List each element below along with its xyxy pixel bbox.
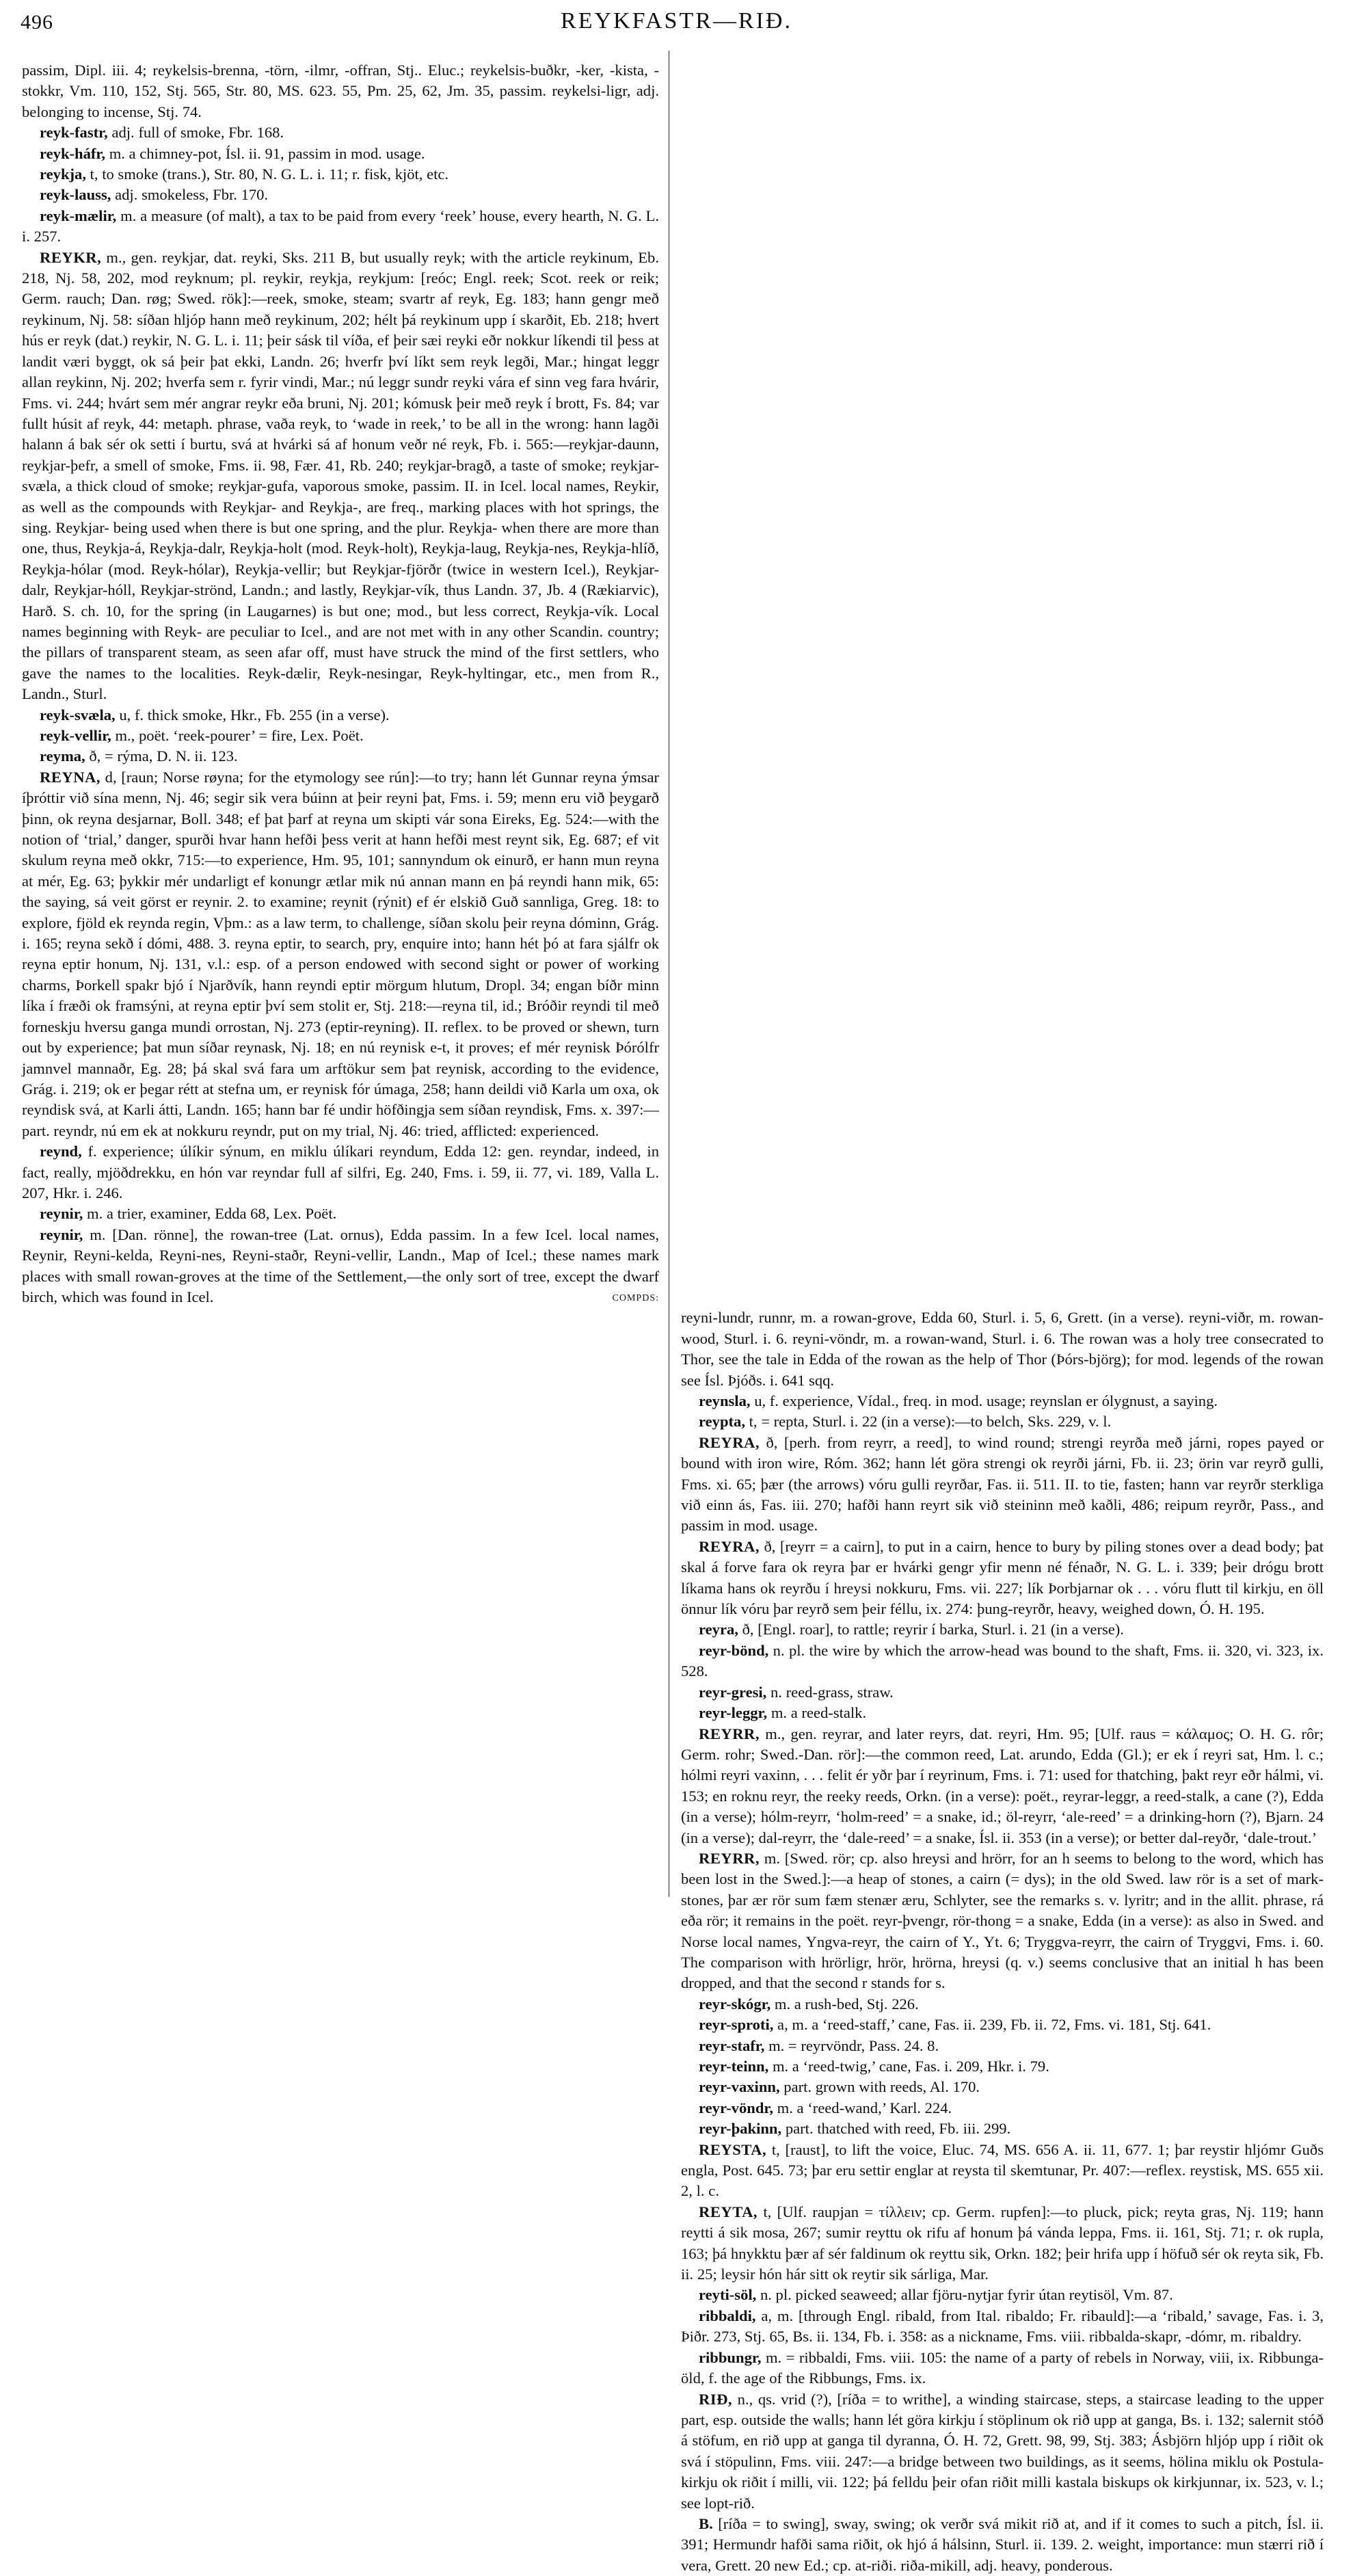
compounds-label: COMPDS: <box>612 1292 659 1303</box>
dictionary-entry <box>22 248 659 705</box>
entry-definition: ð, = rýma, D. N. ii. 123. <box>89 747 238 765</box>
dictionary-entry <box>22 60 659 122</box>
entry-definition: n. reed-grass, straw. <box>770 1683 894 1701</box>
dictionary-entry <box>22 1225 659 1308</box>
dictionary-entry <box>681 2285 1324 2305</box>
dictionary-entry <box>22 164 659 185</box>
dictionary-entry <box>22 185 659 205</box>
entry-headword: reyk-mælir, <box>40 207 117 224</box>
entry-headword: REYSTA, <box>699 2140 767 2158</box>
entry-definition: a, m. a ‘reed-staff,’ cane, Fas. ii. 239, Fb. ii. 72, Fms. vi. 181, Stj. 641. <box>777 2016 1211 2034</box>
dictionary-entry <box>681 1848 1324 1994</box>
entry-definition: m. a rush-bed, Stj. 226. <box>774 1995 919 2013</box>
dictionary-entry <box>22 1141 659 1204</box>
entry-headword: reyr-stafr, <box>699 2036 765 2054</box>
entry-definition: u, f. thick smoke, Hkr., Fb. 255 (in a verse). <box>119 706 390 723</box>
dictionary-entry <box>681 2056 1324 2077</box>
entry-headword: reyk-fastr, <box>40 124 108 142</box>
page-number: 496 <box>21 11 53 34</box>
dictionary-entry <box>681 1391 1324 1411</box>
dictionary-entry <box>22 122 659 143</box>
dictionary-entry <box>681 1724 1324 1848</box>
entry-headword: reyr-teinn, <box>699 2058 769 2075</box>
dictionary-entry <box>681 2036 1324 2056</box>
entry-definition: m., gen. reykjar, dat. reyki, Sks. 211 B, but usually reyk; with the article reykinum, Eb. 218, Nj. 58, 202, mod reyknum; pl. reykir, reykja, reykjum: [reóc; Engl. reek; Scot. reek or reik; Germ. rauch; Dan. røg; Swed. rök]:—reek, smoke, steam; svartr af reyk, Eg. 183; hann gengr með reykinum, Nj. 58: síðan hljóp hann með reykinum, 202; hélt þá reykinum upp í skarðit, Eb. 218; hvert hús er reyk (dat.) reykir, N. G. L. i. 11; þeir sásk til víða, ef þeir sæi reyki eðr nokkur líkendi til þess at landit væri byggt, ok sá þeir þat ekki, Landn. 26; hverfr því líkt sem reyk legði, Mar.; hingat leggr allan reykinn, Nj. 202; hverfa sem r. fyrir vindi, Mar.; nú leggr sundr reyki vára ef sinn veg fara hvárir, Fms. vi. 244; hvárt sem mér angrar reykr eða bruni, Nj. 201; kómusk þeir með reyk í brott, Fs. 84; var fullt húsit af reyk, 44: metaph. phrase, vaða reyk, to ‘wade in reek,’ to be all in the wrong: hann lagði halann á bak sér ok setti í burtu, svá at hvárki sá af honum veðr né reyk, Fb. i. 565:—reykjar-daunn, reykjar-þefr, a smell of smoke, Fms. ii. 98, Fær. 41, Rb. 240; reykjar-bragð, a taste of smoke; reykjar-svæla, a thick cloud of smoke; reykjar-gufa, vaporous smoke, passim. II. in Icel. local names, Reykir, as well as the compounds with Reykjar- and Reykja-, are freq., marking places with hot springs, the sing. Reykjar- being used when there is but one spring, and the plur. Reykja- when there are more than one, thus, Reykja-á, Reykja-dalr, Reykja-holt (mod. Reyk-holt), Reykja-laug, Reykja-nes, Reykja-hlíð, Reykja-hólar (mod. Reyk-hólar), Reykja-vellir; but Reykjar-fjörðr (twice in western Icel.), Reykjar-dalr, Reykjar-hóll, Reykjar-strönd, Landn.; and lastly, Reykjar-vík, thus Landn. 37, Jb. 4 (Rækiarvic), Harð. S. ch. 10, for the spring (in Laugarnes) is but one; mod., but less correct, Reykja-vík. Local names beginning with Reyk- are peculiar to Icel., and are not met with in any other Scandin. country; the pillars of transparent steam, as seen afar off, must have struck the mind of the first settlers, who gave the names to the localities. Reyk-dælir, Reyk-nesingar, Reyk-hyltingar, etc., men from R., Landn., Sturl. <box>22 248 659 703</box>
right-column <box>681 1307 1324 2576</box>
entry-definition: f. experience; úlíkir sýnum, en miklu úlíkari reyndum, Edda 12: gen. reyndar, indeed, in fact, really, mjöðdrekku, en hón var reyndar full af silfri, Eg. 240, Fms. i. 59, ii. 77, vi. 189, Valla L. 207, Hkr. i. 246. <box>22 1143 659 1201</box>
entry-headword: reyr-þakinn, <box>699 2120 782 2138</box>
dictionary-entry <box>22 1204 659 1224</box>
entry-headword: reynd, <box>40 1143 82 1160</box>
entry-headword: reyr-vaxinn, <box>699 2078 780 2096</box>
entry-headword: REYKR, <box>40 248 102 266</box>
dictionary-entry <box>22 767 659 1141</box>
entry-definition: m. = ribbaldi, Fms. viii. 105: the name of a party of rebels in Norway, viii, ix. Ribbunga-öld, f. the age of the Ribbungs, Fms. ix. <box>681 2348 1324 2387</box>
entry-headword: reyr-vöndr, <box>699 2099 773 2116</box>
dictionary-entry <box>681 1641 1324 1682</box>
entry-definition: m., gen. reyrar, and later reyrs, dat. reyri, Hm. 95; [Ulf. raus = κάλαμος; O. H. G. rôr; Germ. rohr; Swed.-Dan. rör]:—the common reed, Lat. arundo, Edda (Gl.); er ek í reyri sat, Hm. l. c.; hólmi reyri vaxinn, . . . felit ér yðr þar í reyrinum, Fms. i. 71: used for thatching, þakt reyr eðr hálmi, vi. 153; en roknu reyr, the reeky reeds, Orkn. (in a verse): poët., reyrar-leggr, a reed-stalk, a cane (?), Edda (in a verse); hólm-reyrr, ‘holm-reed’ = a snake, id.; öl-reyrr, ‘ale-reed’ = a drinking-horn (?), Bjarn. 24 (in a verse); dal-reyrr, the ‘dale-reed’ = a snake, Ísl. ii. 353 (in a verse); or better dal-reyðr, ‘dale-trout.’ <box>681 1725 1324 1846</box>
entry-definition: m. = reyrvöndr, Pass. 24. 8. <box>768 2036 939 2054</box>
entry-headword: reyr-sproti, <box>699 2016 774 2034</box>
entry-headword: reyk-háfr, <box>40 144 106 162</box>
dictionary-entry <box>681 2514 1324 2576</box>
entry-headword: reyti-söl, <box>699 2286 757 2304</box>
dictionary-entry <box>681 2348 1324 2389</box>
entry-headword: reyk-vellir, <box>40 727 111 744</box>
entry-headword: REYRA, <box>699 1537 760 1555</box>
dictionary-entry <box>681 1433 1324 1537</box>
entry-definition: m. a reed-stalk. <box>771 1704 867 1722</box>
dictionary-entry <box>22 144 659 164</box>
entry-headword: REYRR, <box>699 1849 760 1867</box>
entry-definition: passim, Dipl. iii. 4; reykelsis-brenna, -törn, -ilmr, -offran, Stj.. Eluc.; reykelsis-buðkr, -ker, -kista, -stokkr, Vm. 110, 152, Stj. 565, Str. 80, MS. 623. 55, Pm. 25, 62, Jm. 35, passim. reykelsi-ligr, adj. belonging to incense, Stj. 74. <box>22 62 659 120</box>
entry-definition: m. a measure (of malt), a tax to be paid from every ‘reek’ house, every hearth, N. G. L. i. 257. <box>22 207 659 245</box>
page-header <box>21 8 1332 38</box>
dictionary-entry <box>681 1619 1324 1640</box>
entry-definition: part. grown with reeds, Al. 170. <box>783 2078 980 2096</box>
left-column <box>22 60 659 1307</box>
entry-definition: t, = repta, Sturl. i. 22 (in a verse):—to belch, Sks. 229, v. l. <box>749 1413 1112 1431</box>
entry-definition: [ríða = to swing], sway, swing; ok verðr svá mikit rið at, and if it comes to such a pitch, Ísl. ii. 391; Hermundr hafði sama riðit, ok hjó á hálsinn, Sturl. ii. 139. 2. weight, importance: mun stærri rið í vera, Grett. 20 new Ed.; cp. at-riði. riða-mikill, adj. heavy, ponderous. <box>681 2514 1324 2574</box>
entry-headword: reyk-lauss, <box>40 186 111 204</box>
entry-headword: reypta, <box>699 1413 745 1431</box>
entry-headword: reykja, <box>40 165 86 183</box>
dictionary-entry <box>681 2015 1324 2035</box>
entry-definition: ð, [Engl. roar], to rattle; reyrir í barka, Sturl. i. 21 (in a verse). <box>742 1621 1124 1638</box>
entry-definition: reyni-lundr, runnr, m. a rowan-grove, Edda 60, Sturl. i. 5, 6, Grett. (in a verse). reyni-viðr, m. rowan-wood, Sturl. i. 6. reyni-vöndr, m. a rowan-wand, Sturl. i. 6. The rowan was a holy tree consecrated to Thor, see the tale in Edda of the rowan as the help of Thor (Þórs-björg); for mod. legends of the rowan see Ísl. Þjóðs. i. 641 sqq. <box>681 1309 1324 1389</box>
entry-headword: B. <box>699 2514 713 2532</box>
entry-headword: reynir, <box>40 1225 83 1243</box>
entry-headword: reyra, <box>699 1621 738 1638</box>
entry-headword: ribbungr, <box>699 2348 762 2366</box>
dictionary-entry <box>681 1537 1324 1620</box>
entry-headword: reyr-gresi, <box>699 1683 767 1701</box>
dictionary-entry <box>681 1307 1324 1391</box>
dictionary-entry <box>681 2119 1324 2139</box>
entry-headword: REYRR, <box>699 1725 760 1742</box>
entry-definition: m., poët. ‘reek-pourer’ = fire, Lex. Poët. <box>115 727 364 744</box>
running-head: REYKFASTR—RIÐ. <box>561 8 792 34</box>
entry-headword: reyr-skógr, <box>699 1995 771 2013</box>
entry-headword: reyr-leggr, <box>699 1704 768 1722</box>
entry-definition: ð, [reyrr = a cairn], to put in a cairn, hence to bury by piling stones over a dead body; þat skal á forve fara ok reyra þar er hvárki gengr yfir menn né fénaðr, N. G. L. i. 339; þeir drógu brott líkama hans ok reyrðu í hreysi nokkuru, Fms. vii. 227; lík Þorbjarnar ok . . . vóru flutt til kirkju, en öll önnur lík vóru þar reyrð sem þeir féllu, ix. 274: þung-reyrðr, heavy, weighed down, Ó. H. 195. <box>681 1537 1324 1618</box>
entry-headword: reynsla, <box>699 1392 751 1409</box>
dictionary-entry <box>681 1994 1324 2015</box>
entry-definition: part. thatched with reed, Fb. iii. 299. <box>785 2120 1011 2138</box>
entry-headword: RIÐ, <box>699 2390 733 2408</box>
entry-definition: m. a ‘reed-twig,’ cane, Fas. i. 209, Hkr. i. 79. <box>772 2058 1049 2075</box>
dictionary-entry <box>681 2098 1324 2119</box>
entry-headword: reyr-bönd, <box>699 1641 769 1659</box>
dictionary-entry <box>22 705 659 726</box>
entry-headword: REYRA, <box>699 1433 760 1451</box>
dictionary-entry <box>681 1703 1324 1723</box>
dictionary-entry <box>681 2389 1324 2514</box>
entry-definition: ð, [perh. from reyrr, a reed], to wind round; strengi reyrða með járni, ropes payed or bound with iron wire, Róm. 362; hann lét göra strengi ok reyrði járni, Fb. ii. 23; örin var reyrð gulli, Fms. xi. 65; þær (the arrows) vóru gulli reyrðar, Fas. ii. 511. II. to tie, fasten; hann var reyrðr sterkliga við einn ás, Fas. iii. 270; hafði hann reyrt sik við steininn með kaðli, 486; reipum reyrðr, Pass., and passim in mod. usage. <box>681 1433 1324 1535</box>
entry-definition: d, [raun; Norse røyna; for the etymology see rún]:—to try; hann lét Gunnar reyna ýmsar íþróttir við sína menn, Nj. 46; segir sik vera búinn at þeir reyni þat, Fms. i. 59; menn eru við þeygarð þinn, ok reyna desjarnar, Boll. 348; ef þat þarf at reyna um skipti vár sona Eireks, Eg. 524:—with the notion of ‘trial,’ danger, spurði hvar hann hefði þess verit at hann hefði mest reynt sik, Eg. 687; ef vit skulum reyna með okkr, 715:—to experience, Hm. 95, 101; sannyndum ok einurð, er hann mun reyna at mér, Eg. 63; þykkir mér undarligt ef konungr ætlar mik nú annan mann en þá reyndi hann mik, 65: the saying, sá veit görst er reynir. 2. to examine; reynit (rýnit) ef ér elskið Guð sannliga, Greg. 18: to explore, fjöld ek reynda regin, Vþm.: as a law term, to challenge, síðan skolu þeir reyna dóminn, Grág. i. 165; reyna sekð í dómi, 488. 3. reyna eptir, to search, pry, enquire into; hann hét þó at fara sjálfr ok reyna eptir honum, Nj. 131, v.l.: esp. of a person endowed with second sight or power of working charms, Þorkell spakr bjó í Njarðvík, hann reyndi eptir mörgum hlutum, Dropl. 34; engan bíðr minn líka í fræði ok framsýni, at reyna eptir því sem stolit er, Stj. 218:—reyna til, id.; Bróðir reyndi til með forneskju hversu ganga mundi orrostan, Nj. 273 (eptir-reyning). II. reflex. to be proved or shewn, turn out by experience; þat mun síðar reynask, Nj. 18; en nú reynisk e-t, it proves; ef mér reynisk Þórólfr jamnvel mannaðr, Eg. 28; þá skal svá fara um arftökur sem þat reynisk, according to the evidence, Grág. i. 219; ok er þegar rétt at stefna um, er reynisk fór úmaga, 258; hann deildi við Karla um oxa, ok reyndisk svá, at Karli átti, Landn. 165; hann bar fé undir höfðingja sem síðan reyndisk, Fms. x. 397:—part. reyndr, nú em ek at nokkuru reyndr, put on my trial, Nj. 46: tried, afflicted: experienced. <box>22 768 660 1139</box>
entry-definition: n., qs. vrid (?), [ríða = to writhe], a winding staircase, steps, a staircase leading to the upper part, esp. outside the walls; hann lét göra kirkju í stöplinum ok rið upp at ganga, Bs. i. 132; salernit stóð á stöfum, en rið upp at ganga til dyranna, Ó. H. 72, Grett. 98, 99, Stj. 383; Ásbjörn hljóp upp í riðit ok svá í stöpulinn, Fms. viii. 247:—a bridge between two buildings, as it seems, hölina miklu ok Postula-kirkju ok riðit í milli, vii. 122; þá felldu þeir ofan riðit milli kastala biskups ok kirkjunnar, ix. 523, v. l.; see lopt-rið. <box>681 2390 1324 2512</box>
dictionary-entry <box>22 206 659 248</box>
entry-definition: m. a trier, examiner, Edda 68, Lex. Poët. <box>87 1205 337 1223</box>
entry-headword: reyma, <box>40 747 85 765</box>
entry-definition: t, [Ulf. raupjan = τίλλειν; cp. Germ. rupfen]:—to pluck, pick; reyta gras, Nj. 119; hann reytti á sik mosa, 267; sumir reyttu ok rifu af honum þá vánda leppa, Fms. ii. 161, Stj. 71; r. ok rupla, 163; þá hnykktu þær af sér faldinum ok reyttu sik, Orkn. 182; þeir hrifa upp í höfuð sér ok reyta sik, Fb. ii. 25; leysir hón hár sitt ok reytir sik sárliga, Mar. <box>681 2203 1324 2283</box>
entry-definition: t, to smoke (trans.), Str. 80, N. G. L. i. 11; r. fisk, kjöt, etc. <box>90 165 449 183</box>
dictionary-entry <box>681 2077 1324 2097</box>
entry-definition: t, [raust], to lift the voice, Eluc. 74, MS. 656 A. ii. 11, 677. 1; þar reystir hljómr Guðs engla, Post. 645. 73; þar eru settir englar at reysta til skemtunar, Pr. 407:—reflex. reystisk, MS. 655 xii. 2, l. c. <box>681 2140 1324 2200</box>
dictionary-entry <box>681 2306 1324 2348</box>
dictionary-entry <box>681 2202 1324 2285</box>
entry-definition: m. [Swed. rör; cp. also hreysi and hrörr, for an h seems to belong to the word, which has been lost in the Swed.]:—a heap of stones, a cairn (= dys); in the old Swed. law rör is a set of mark-stones, þar ær rör sum fæm stenær æru, Schlyter, see the remarks s. v. lyritr; and in the allit. phrase, rá eða rör; it remains in the poët. reyr-þvengr, rör-thong = a snake, Edda (in a verse): as also in Swed. and Norse local names, Yngva-reyr, the cairn of Y., Yt. 6; Tryggva-reyrr, the cairn of Tryggvi, Fms. i. 60. The comparison with hrörligr, hrör, hrörna, hreysi (q. v.) seems conclusive that an initial h has been dropped, and that the second r stands for s. <box>681 1849 1324 1992</box>
entry-definition: u, f. experience, Vídal., freq. in mod. usage; reynslan er ólygnust, a saying. <box>754 1392 1218 1409</box>
entry-headword: ribbaldi, <box>699 2307 756 2324</box>
entry-headword: reynir, <box>40 1205 83 1223</box>
dictionary-entry <box>22 746 659 767</box>
dictionary-entry <box>681 1682 1324 1703</box>
dictionary-entry <box>681 1411 1324 1432</box>
entry-definition: n. pl. the wire by which the arrow-head was bound to the shaft, Fms. ii. 320, vi. 323, ix. 528. <box>681 1641 1324 1680</box>
entry-definition: m. [Dan. rönne], the rowan-tree (Lat. ornus), Edda passim. In a few Icel. local names, Reynir, Reyni-kelda, Reyni-nes, Reyni-staðr, Reyni-vellir, Landn., Map of Icel.; these names mark places with small rowan-groves at the time of the Settlement,—the only sort of tree, except the dwarf birch, which was found in Icel. <box>22 1225 659 1305</box>
entry-headword: reyk-svæla, <box>40 706 116 723</box>
entry-definition: adj. smokeless, Fbr. 170. <box>115 186 269 204</box>
entry-definition: a, m. [through Engl. ribald, from Ital. ribaldo; Fr. ribauld]:—a ‘ribald,’ savage, Fas. i. 3, Þiðr. 273, Stj. 65, Bs. ii. 134, Fb. i. 358: as a nickname, Fms. viii. ribbalda-skapr, -dómr, m. ribaldry. <box>681 2307 1324 2346</box>
entry-definition: m. a chimney-pot, Ísl. ii. 91, passim in mod. usage. <box>109 144 425 162</box>
entry-definition: m. a ‘reed-wand,’ Karl. 224. <box>777 2099 952 2116</box>
entry-headword: REYTA, <box>699 2203 758 2220</box>
entry-headword: REYNA, <box>40 768 101 786</box>
dictionary-entry <box>22 726 659 746</box>
entry-definition: n. pl. picked seaweed; allar fjöru-nytjar fyrir útan reytisöl, Vm. 87. <box>760 2286 1173 2304</box>
entry-definition: adj. full of smoke, Fbr. 168. <box>111 124 284 142</box>
dictionary-entry <box>681 2140 1324 2202</box>
